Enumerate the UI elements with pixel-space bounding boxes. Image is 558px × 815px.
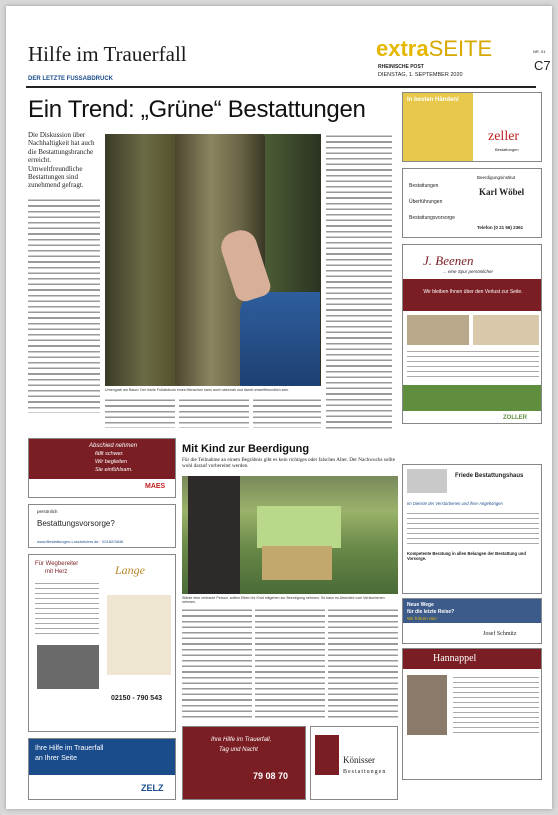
- section-subtitle: DER LETZTE FUSSABDRUCK: [28, 76, 113, 82]
- article1-photo: [105, 134, 321, 386]
- newspaper-page: [6, 6, 552, 809]
- article1-body-col3: [179, 398, 249, 428]
- header-rule: [26, 86, 536, 88]
- article1-caption: Urnengrab am Baum: Der letzte Fußabdruck eines Menschen kann auch naturnah und damit umweltfreundlich sein.: [105, 388, 290, 392]
- article2-headline: Mit Kind zur Beerdigung: [182, 443, 310, 455]
- ad-woebel[interactable]: Bestattungen Überführungen Bestattungsvorsorge Beerdigungsinstitut Karl Wöbel Telefon (0 21 56) 2361: [402, 168, 542, 238]
- zeller-name: zeller: [488, 129, 520, 144]
- ad-koenisser[interactable]: Könisser Bestattungen: [310, 726, 398, 800]
- ad-lange[interactable]: Für Wegbereiter mit Herz Lange 02150 - 790 543: [28, 554, 176, 732]
- extra-seite-logo: extraSEITE: [376, 36, 493, 61]
- article2-body-col3: [328, 608, 398, 720]
- paper-name: RHEINISCHE POST: [378, 64, 424, 70]
- ad-hannappel[interactable]: Hannappel: [402, 648, 542, 780]
- page-number: C7: [534, 58, 551, 73]
- article1-body-col1: [28, 198, 100, 413]
- ad-maes[interactable]: Abschied nehmen fällt schwer. Wir begleiten Sie einfühlsam. MAES: [28, 438, 176, 498]
- article2-lead: Für die Teilnahme an einem Begräbnis gibt es kein richtiges oder falsches Alter. Der Nachwuchs sollte wohl darauf vorbereitet werden.: [182, 457, 396, 470]
- ad-vorsorge[interactable]: persönlich Bestattungsvorsorge? www.Bestattungen-Loschelders.de · 02162/3846: [28, 504, 176, 548]
- article2-body-col2: [255, 608, 325, 720]
- ad-zelz[interactable]: Ihre Hilfe im Trauerfall an Ihrer Seite ZELZ: [28, 738, 176, 800]
- article1-body-col4: [253, 398, 321, 428]
- ad-hilfe-trauerfall[interactable]: Ihre Hilfe im Trauerfall, Tag und Nacht 79 08 70: [182, 726, 306, 800]
- article2-photo: [182, 476, 398, 594]
- article1-lead: Die Diskussion über Nachhaltigkeit hat auch die Bestattungsbranche erreicht. Umweltfreundliche Bestattungen sind zunehmend gefragt.: [28, 131, 95, 190]
- ad-zeller[interactable]: In besten Händen! zeller Bestattungen: [402, 92, 542, 162]
- page-small: NR. 01: [533, 49, 546, 54]
- article1-body-col5: [326, 134, 392, 432]
- ad-schmitz[interactable]: Neue Wege für die letzte Reise? Wir führen Sie! Josef Schmitz: [402, 598, 542, 644]
- article1-headline: Ein Trend: „Grüne“ Bestattungen: [28, 96, 366, 123]
- ad-friede[interactable]: Friede Bestattungshaus Im Dienste der Verstorbenen und ihrer Angehörigen Kompetente Beratung in allen Belangen der Bestattung und Vorsorge.: [402, 464, 542, 594]
- section-title: Hilfe im Trauerfall: [28, 42, 187, 66]
- article1-body-col2: [105, 398, 175, 428]
- article2-caption: Stärke eine vertraute Person, sollten Eltern ihr Kind mitgehen zur Beerdigung nehmen. So kann es Abschied vom Verstorbenen nehmen.: [182, 596, 385, 605]
- ad-beenen[interactable]: J. Beenen ... eine Spur persönlicher Wir bleiben Ihnen über den Verlust zur Seite. ZOLLER: [402, 244, 542, 424]
- issue-date: DIENSTAG, 1. SEPTEMBER 2020: [378, 72, 463, 78]
- article2-body-col1: [182, 608, 252, 720]
